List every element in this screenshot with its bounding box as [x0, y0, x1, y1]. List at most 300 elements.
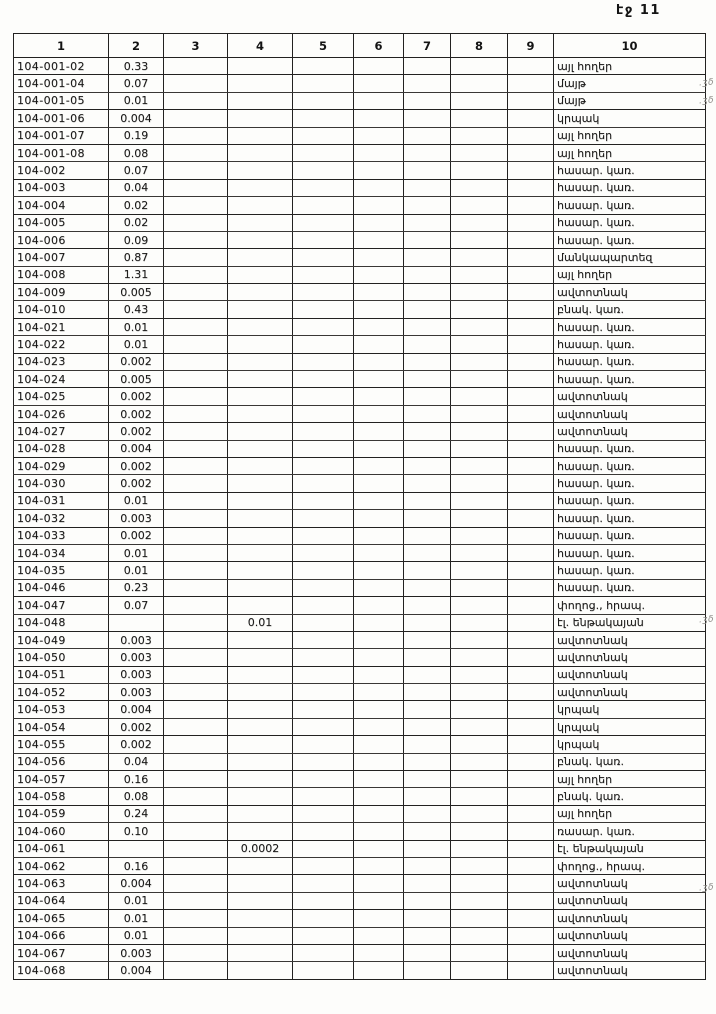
- cell-empty: [293, 353, 354, 370]
- cell-empty: [164, 840, 228, 857]
- table-row: [14, 388, 706, 405]
- cell-empty: [164, 336, 228, 353]
- cell-empty: [354, 197, 404, 214]
- cell-empty: [451, 179, 508, 196]
- cell-empty: [404, 927, 451, 944]
- cell-area: 0.09: [109, 231, 164, 248]
- cell-empty: [293, 544, 354, 561]
- cell-empty: [293, 197, 354, 214]
- cell-empty: [404, 736, 451, 753]
- cell-parcel-id: 104-049: [14, 631, 109, 648]
- cell-area: 0.005: [109, 371, 164, 388]
- cell-usage: կրպակ: [554, 701, 706, 718]
- cell-empty: [354, 562, 404, 579]
- cell-empty: [164, 944, 228, 961]
- cell-empty: [293, 788, 354, 805]
- cell-usage: ավտոտնակ: [554, 284, 706, 301]
- cell-usage: կրպակ: [554, 736, 706, 753]
- cell-area: 0.003: [109, 666, 164, 683]
- cell-usage: ավտոտնակ: [554, 944, 706, 961]
- cell-empty: [164, 614, 228, 631]
- cell-empty: [354, 771, 404, 788]
- cell-empty: [451, 388, 508, 405]
- cell-empty: [354, 631, 404, 648]
- cell-empty: [164, 162, 228, 179]
- cell-area: 0.002: [109, 736, 164, 753]
- cell-empty: [164, 58, 228, 75]
- cell-empty: [164, 736, 228, 753]
- cell-parcel-id: 104-025: [14, 388, 109, 405]
- cell-empty: [164, 405, 228, 422]
- cell-usage: կրպակ: [554, 110, 706, 127]
- cell-empty: [451, 457, 508, 474]
- table-row: [14, 927, 706, 944]
- cell-empty: [451, 718, 508, 735]
- cell-empty: [164, 562, 228, 579]
- cell-empty: [293, 614, 354, 631]
- cell-empty: [508, 249, 554, 266]
- cell-empty: [293, 388, 354, 405]
- cell-parcel-id: 104-035: [14, 562, 109, 579]
- table-row: [14, 492, 706, 509]
- cell-usage: ավտոտնակ: [554, 684, 706, 701]
- cell-empty: [404, 475, 451, 492]
- cell-empty: [354, 701, 404, 718]
- cell-empty: [164, 510, 228, 527]
- cell-parcel-id: 104-067: [14, 944, 109, 961]
- cell-empty: [293, 823, 354, 840]
- cell-usage: փողոց., հրապ.: [554, 597, 706, 614]
- cell-area: 0.005: [109, 284, 164, 301]
- cell-empty: [293, 736, 354, 753]
- cell-parcel-id: 104-023: [14, 353, 109, 370]
- cell-parcel-id: 104-002: [14, 162, 109, 179]
- table-row: [14, 162, 706, 179]
- cell-col4-value: [228, 631, 293, 648]
- cell-col4-value: 0.0002: [228, 840, 293, 857]
- cell-empty: [164, 684, 228, 701]
- cell-empty: [354, 527, 404, 544]
- header-cell: 3: [164, 34, 228, 58]
- cell-empty: [404, 284, 451, 301]
- cell-empty: [508, 875, 554, 892]
- cell-empty: [451, 162, 508, 179]
- cell-parcel-id: 104-054: [14, 718, 109, 735]
- cell-empty: [293, 249, 354, 266]
- cell-empty: [404, 579, 451, 596]
- cell-area: 0.01: [109, 910, 164, 927]
- cell-empty: [293, 718, 354, 735]
- cell-parcel-id: 104-050: [14, 649, 109, 666]
- cell-empty: [451, 597, 508, 614]
- cell-area: 0.19: [109, 127, 164, 144]
- table-row: [14, 284, 706, 301]
- header-cell: 10: [554, 34, 706, 58]
- cell-empty: [354, 336, 404, 353]
- cell-empty: [508, 666, 554, 683]
- cell-empty: [451, 110, 508, 127]
- cell-usage: մայթ: [554, 75, 706, 92]
- cell-col4-value: [228, 788, 293, 805]
- cell-empty: [293, 910, 354, 927]
- cell-empty: [164, 910, 228, 927]
- table-row: [14, 318, 706, 335]
- cell-empty: [293, 179, 354, 196]
- cell-area: 0.01: [109, 492, 164, 509]
- cell-empty: [451, 562, 508, 579]
- cell-parcel-id: 104-034: [14, 544, 109, 561]
- table-row: [14, 736, 706, 753]
- cell-parcel-id: 104-053: [14, 701, 109, 718]
- cell-col4-value: [228, 944, 293, 961]
- table-row: [14, 875, 706, 892]
- cell-empty: [404, 127, 451, 144]
- cell-usage: հասար. կառ.: [554, 527, 706, 544]
- cell-col4-value: [228, 388, 293, 405]
- cell-empty: [293, 214, 354, 231]
- cell-empty: [354, 753, 404, 770]
- cell-empty: [293, 944, 354, 961]
- cell-empty: [354, 371, 404, 388]
- cell-col4-value: [228, 144, 293, 161]
- cell-empty: [164, 597, 228, 614]
- table-row: [14, 857, 706, 874]
- cell-area: 0.10: [109, 823, 164, 840]
- cell-empty: [354, 266, 404, 283]
- cell-parcel-id: 104-005: [14, 214, 109, 231]
- cell-empty: [164, 110, 228, 127]
- cell-usage: ռասար. կառ.: [554, 823, 706, 840]
- cell-empty: [164, 75, 228, 92]
- cell-usage: հասար. կառ.: [554, 562, 706, 579]
- table-row: [14, 371, 706, 388]
- cell-parcel-id: 104-051: [14, 666, 109, 683]
- cell-empty: [451, 197, 508, 214]
- cell-col4-value: [228, 962, 293, 979]
- cell-empty: [451, 927, 508, 944]
- cell-area: 0.01: [109, 318, 164, 335]
- cell-empty: [451, 736, 508, 753]
- cell-parcel-id: 104-010: [14, 301, 109, 318]
- table-row: [14, 214, 706, 231]
- cell-empty: [508, 753, 554, 770]
- cell-empty: [164, 214, 228, 231]
- table-row: [14, 249, 706, 266]
- cell-col4-value: 0.01: [228, 614, 293, 631]
- cell-empty: [508, 197, 554, 214]
- header-cell: 4: [228, 34, 293, 58]
- cell-col4-value: [228, 701, 293, 718]
- cell-area: 0.002: [109, 353, 164, 370]
- cell-col4-value: [228, 718, 293, 735]
- cell-empty: [354, 440, 404, 457]
- cell-empty: [404, 58, 451, 75]
- cell-empty: [508, 718, 554, 735]
- cell-empty: [404, 840, 451, 857]
- cell-empty: [354, 284, 404, 301]
- cell-empty: [293, 562, 354, 579]
- cell-empty: [354, 492, 404, 509]
- cell-empty: [508, 857, 554, 874]
- cell-empty: [293, 527, 354, 544]
- cell-empty: [451, 127, 508, 144]
- cell-empty: [404, 649, 451, 666]
- cell-empty: [404, 857, 451, 874]
- cell-empty: [404, 92, 451, 109]
- cell-usage: փողոց., հրապ.: [554, 857, 706, 874]
- cell-empty: [508, 231, 554, 248]
- cell-empty: [404, 892, 451, 909]
- header-cell: 7: [404, 34, 451, 58]
- cell-empty: [354, 405, 404, 422]
- cell-empty: [354, 75, 404, 92]
- cell-empty: [508, 440, 554, 457]
- cell-empty: [404, 249, 451, 266]
- cell-empty: [164, 423, 228, 440]
- cell-empty: [508, 701, 554, 718]
- cell-empty: [354, 875, 404, 892]
- cell-parcel-id: 104-059: [14, 805, 109, 822]
- cell-area: 0.02: [109, 214, 164, 231]
- cell-empty: [451, 684, 508, 701]
- table-row: [14, 457, 706, 474]
- cell-usage: ավտոտնակ: [554, 892, 706, 909]
- cell-empty: [404, 701, 451, 718]
- cell-usage: ավտոտնակ: [554, 910, 706, 927]
- cell-empty: [164, 284, 228, 301]
- cell-area: 0.07: [109, 162, 164, 179]
- cell-empty: [451, 771, 508, 788]
- cell-empty: [164, 492, 228, 509]
- cell-empty: [404, 718, 451, 735]
- cell-empty: [451, 58, 508, 75]
- cell-empty: [293, 457, 354, 474]
- cell-empty: [508, 266, 554, 283]
- cell-empty: [354, 927, 404, 944]
- cell-empty: [404, 962, 451, 979]
- table-row: [14, 440, 706, 457]
- table-row: [14, 353, 706, 370]
- cell-empty: [508, 423, 554, 440]
- cell-empty: [293, 318, 354, 335]
- table-row: [14, 544, 706, 561]
- cell-area: 0.003: [109, 510, 164, 527]
- cell-area: 0.01: [109, 544, 164, 561]
- table-row: [14, 144, 706, 161]
- cell-usage: այլ հողեր: [554, 58, 706, 75]
- table-row: [14, 179, 706, 196]
- cell-col4-value: [228, 527, 293, 544]
- cell-empty: [164, 649, 228, 666]
- cell-usage: այլ հողեր: [554, 266, 706, 283]
- cell-col4-value: [228, 562, 293, 579]
- cell-empty: [354, 353, 404, 370]
- cell-empty: [164, 962, 228, 979]
- cell-empty: [354, 423, 404, 440]
- cell-empty: [293, 753, 354, 770]
- cell-empty: [164, 857, 228, 874]
- cell-area: 0.01: [109, 927, 164, 944]
- cell-col4-value: [228, 771, 293, 788]
- header-cell: 6: [354, 34, 404, 58]
- cell-empty: [508, 927, 554, 944]
- cell-empty: [354, 736, 404, 753]
- table-row: [14, 788, 706, 805]
- table-row: [14, 840, 706, 857]
- cell-empty: [404, 771, 451, 788]
- cell-empty: [354, 544, 404, 561]
- cell-empty: [451, 631, 508, 648]
- pencil-annotation: .ʒδ: [698, 614, 715, 626]
- cell-empty: [164, 771, 228, 788]
- cell-parcel-id: 104-063: [14, 875, 109, 892]
- cell-empty: [404, 440, 451, 457]
- cell-usage: ավտոտնակ: [554, 875, 706, 892]
- cell-empty: [451, 214, 508, 231]
- cell-area: [109, 840, 164, 857]
- cell-col4-value: [228, 753, 293, 770]
- cell-empty: [354, 231, 404, 248]
- cell-empty: [164, 666, 228, 683]
- cell-empty: [293, 475, 354, 492]
- cell-empty: [508, 318, 554, 335]
- cell-empty: [293, 666, 354, 683]
- cell-empty: [508, 527, 554, 544]
- cell-empty: [293, 423, 354, 440]
- cell-empty: [293, 92, 354, 109]
- cell-col4-value: [228, 371, 293, 388]
- pencil-annotation: .ʒδ: [698, 882, 715, 894]
- cell-empty: [293, 266, 354, 283]
- table-body: [14, 58, 706, 980]
- table-row: [14, 301, 706, 318]
- cell-empty: [508, 371, 554, 388]
- cell-empty: [404, 753, 451, 770]
- cell-col4-value: [228, 353, 293, 370]
- cell-parcel-id: 104-052: [14, 684, 109, 701]
- cell-empty: [354, 718, 404, 735]
- cell-usage: բնակ. կառ.: [554, 753, 706, 770]
- table-row: [14, 510, 706, 527]
- cell-parcel-id: 104-026: [14, 405, 109, 422]
- cell-parcel-id: 104-004: [14, 197, 109, 214]
- cell-empty: [164, 318, 228, 335]
- cell-parcel-id: 104-057: [14, 771, 109, 788]
- cell-empty: [404, 388, 451, 405]
- cell-col4-value: [228, 214, 293, 231]
- cell-empty: [164, 701, 228, 718]
- pencil-annotation: .ʒδ: [698, 95, 715, 107]
- cell-usage: մայթ: [554, 92, 706, 109]
- cell-empty: [164, 144, 228, 161]
- cell-empty: [404, 614, 451, 631]
- cell-area: 0.003: [109, 944, 164, 961]
- cell-col4-value: [228, 579, 293, 596]
- cell-usage: էլ. ենթակայան: [554, 614, 706, 631]
- cell-area: 0.43: [109, 301, 164, 318]
- table-row: [14, 562, 706, 579]
- cell-parcel-id: 104-009: [14, 284, 109, 301]
- cell-empty: [451, 944, 508, 961]
- cell-empty: [164, 371, 228, 388]
- table-row: [14, 649, 706, 666]
- cell-parcel-id: 104-031: [14, 492, 109, 509]
- cell-area: 0.07: [109, 75, 164, 92]
- cell-empty: [354, 92, 404, 109]
- cell-empty: [354, 162, 404, 179]
- cell-empty: [293, 631, 354, 648]
- cell-area: 0.003: [109, 631, 164, 648]
- cell-col4-value: [228, 736, 293, 753]
- cell-empty: [293, 75, 354, 92]
- table-row: [14, 753, 706, 770]
- cell-empty: [293, 405, 354, 422]
- cell-empty: [508, 492, 554, 509]
- cell-empty: [404, 144, 451, 161]
- cell-empty: [508, 284, 554, 301]
- cell-usage: ավտոտնակ: [554, 423, 706, 440]
- cell-parcel-id: 104-001-05: [14, 92, 109, 109]
- cell-col4-value: [228, 927, 293, 944]
- header-cell: 2: [109, 34, 164, 58]
- cell-empty: [354, 788, 404, 805]
- table-row: [14, 631, 706, 648]
- cell-empty: [508, 92, 554, 109]
- cell-col4-value: [228, 475, 293, 492]
- cell-empty: [293, 771, 354, 788]
- cell-empty: [354, 823, 404, 840]
- cell-empty: [164, 301, 228, 318]
- cell-empty: [508, 579, 554, 596]
- cell-parcel-id: 104-001-08: [14, 144, 109, 161]
- cell-empty: [404, 231, 451, 248]
- cell-empty: [508, 110, 554, 127]
- page-number: էջ 11: [616, 3, 661, 18]
- cell-empty: [508, 788, 554, 805]
- cell-empty: [164, 440, 228, 457]
- cell-empty: [508, 336, 554, 353]
- cell-empty: [164, 92, 228, 109]
- cell-empty: [451, 475, 508, 492]
- table-row: [14, 962, 706, 979]
- cell-empty: [293, 440, 354, 457]
- cell-empty: [508, 962, 554, 979]
- cell-col4-value: [228, 492, 293, 509]
- cell-area: 0.16: [109, 771, 164, 788]
- cell-area: 0.01: [109, 892, 164, 909]
- cell-empty: [354, 666, 404, 683]
- parcel-table: [13, 33, 706, 980]
- table-row: [14, 805, 706, 822]
- cell-usage: ավտոտնակ: [554, 927, 706, 944]
- cell-col4-value: [228, 405, 293, 422]
- cell-parcel-id: 104-060: [14, 823, 109, 840]
- cell-empty: [451, 892, 508, 909]
- cell-usage: ավտոտնակ: [554, 666, 706, 683]
- cell-col4-value: [228, 231, 293, 248]
- cell-usage: հասար. կառ.: [554, 179, 706, 196]
- cell-empty: [354, 962, 404, 979]
- cell-empty: [451, 249, 508, 266]
- cell-col4-value: [228, 440, 293, 457]
- cell-empty: [293, 284, 354, 301]
- cell-area: 0.08: [109, 788, 164, 805]
- cell-empty: [164, 927, 228, 944]
- cell-col4-value: [228, 666, 293, 683]
- cell-area: 0.33: [109, 58, 164, 75]
- cell-usage: այլ հողեր: [554, 771, 706, 788]
- cell-empty: [508, 892, 554, 909]
